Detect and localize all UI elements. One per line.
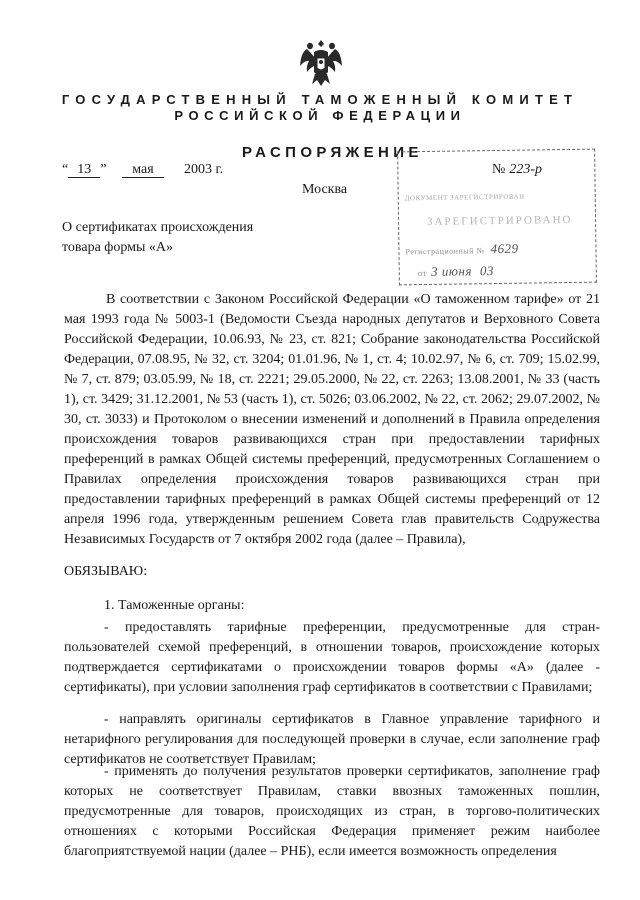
stamp-registration-number: 4629 bbox=[490, 240, 519, 257]
stamp-line-2: ЗАРЕГИСТРИРОВАНО bbox=[426, 213, 573, 228]
subject-line-1: О сертификатах происхождения bbox=[62, 220, 254, 235]
bullet-paragraph-2: - направлять оригиналы сертификатов в Главное управление тарифного и нетарифного регулирования для последующей проверки в случае, если заполнение граф сертификатов не соответствует Правилам; bbox=[64, 712, 600, 767]
stamp-line-1: ДОКУМЕНТ ЗАРЕГИСТРИРОВАН bbox=[404, 192, 525, 203]
stamp-year-handwritten: 03 bbox=[479, 263, 495, 279]
document-city: Москва bbox=[302, 182, 348, 197]
number-value: 223-р bbox=[509, 162, 543, 177]
item-1-title: 1. Таможенные органы: bbox=[104, 598, 245, 613]
date-year: 2003 г. bbox=[183, 162, 224, 177]
subject-line-2: товара формы «А» bbox=[62, 240, 174, 255]
intro-paragraph: В соответствии с Законом Российской Федерации «О таможенном тарифе» от 21 мая 1993 года № 5003-1 (Ведомости Съезда народных депутатов и Верховного Совета Российской Федерации, 10.06.93, № 23, ст. 821; Собрание законодательства Российской Федерации, 07.08.95, № 32, ст. 3204; 01.01.96, № 1, ст. 4; 10.02.97, № 6, ст. 709; 15.02.99, № 7, ст. 879; 03.05.99, № 18, ст. 2221; 29.05.2000, № 22, ст. 2263; 13.08.2001, № 33 (часть 1), ст. 3429; 31.12.2001, № 53 (часть 1), ст. 5026; 03.06.2002, № 22, ст. 2062; 29.07.2002, № 30, ст. 3033) и Протоколом о внесении изменений и дополнений в Правила определения происхождения товаров развивающихся стран при предоставлении тарифных преференций в рамках Общей системы преференций, предусмотренных Соглашением о Правилах определения происхождения товаров развивающихся стран при предоставлении тарифных преференций в рамках Общей системы преференций от 12 апреля 1996 года, утвержденным решением Совета глав правительств Содружества Независимых Государств от 7 октября 2002 года (далее – Правила), bbox=[64, 292, 600, 547]
stamp-date bbox=[418, 263, 498, 280]
bullet-paragraph-3: - применять до получения результатов проверки сертификатов, заполнение граф которых не соответствует Правилам, ставки ввозных таможенных пошлин, предусмотренные для товаров, происходящих из стран, в торгово-политических отношениях с которыми Российская Федерация применяет режим наиболее благоприятствуемой нации (далее – РНБ), если имеется возможность определения bbox=[64, 764, 600, 859]
obligation-heading: ОБЯЗЫВАЮ: bbox=[64, 564, 148, 579]
date-day: 13 bbox=[68, 162, 100, 178]
document-type-title: РАСПОРЯЖЕНИЕ bbox=[242, 144, 423, 161]
stamp-date-prefix: от bbox=[417, 267, 428, 279]
registration-stamp bbox=[397, 149, 597, 286]
double-headed-eagle-emblem-icon bbox=[297, 36, 345, 88]
stamp-registration bbox=[405, 241, 518, 259]
stamp-date-handwritten: 3 июня bbox=[430, 263, 473, 279]
organization-name: ГОСУДАРСТВЕННЫЙ ТАМОЖЕННЫЙ КОМИТЕТ bbox=[61, 92, 579, 107]
date-month: мая bbox=[122, 162, 164, 178]
stamp-registration-label: Регистрационный № bbox=[405, 246, 485, 257]
number-label: № bbox=[492, 162, 506, 177]
bullet-paragraph-1: - предоставлять тарифные преференции, предусмотренные для стран-пользователей схемой преференций, в отношении товаров, происхождение которых подтверждается сертификатами о происхождении товаров формы «А» (далее - сертификаты), при условии заполнения граф сертификатов в соответствии с Правилами; bbox=[64, 620, 600, 695]
document-subject bbox=[62, 218, 322, 258]
document-date: “ 13 ” мая 2003 г. bbox=[62, 162, 224, 177]
organization-country: РОССИЙСКОЙ ФЕДЕРАЦИИ bbox=[174, 108, 466, 123]
